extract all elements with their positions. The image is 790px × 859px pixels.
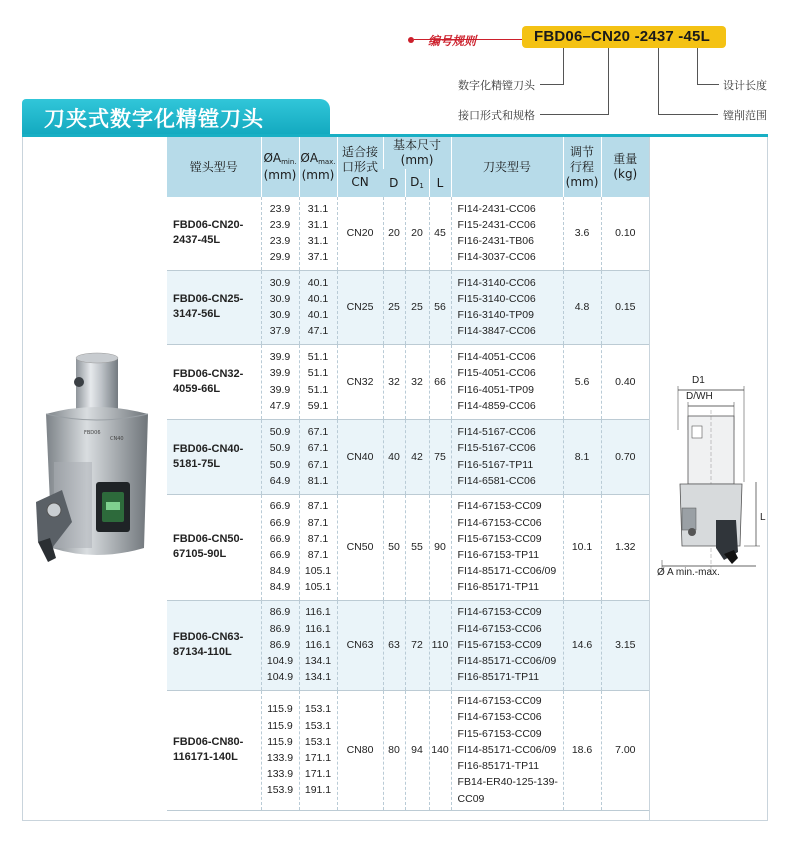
- header-adjust-l2: 行程: [570, 159, 595, 174]
- cell-d1: 94: [405, 690, 429, 810]
- cell-weight: 0.70: [601, 419, 649, 494]
- table-row: [167, 494, 649, 600]
- table-row: [167, 600, 649, 690]
- cell-stroke: 8.1: [563, 419, 601, 494]
- header-weight-l2: (kg): [613, 167, 638, 181]
- header-amax-a: ØA: [300, 151, 319, 165]
- cell-model: FBD06-CN25- 3147-56L: [167, 270, 261, 344]
- header-amax: [299, 137, 337, 197]
- header-adjust: [563, 137, 601, 197]
- cell-l: 110: [429, 600, 451, 690]
- rule-dot: [408, 37, 414, 43]
- header-interface: [337, 137, 383, 197]
- table-row: [167, 270, 649, 344]
- cell-amin: 66.9 66.9 66.9 66.9 84.9 84.9: [261, 494, 299, 600]
- leader-interface-h: [540, 114, 609, 115]
- header-interface-l1: 适合接: [341, 144, 378, 159]
- cell-weight: 0.40: [601, 344, 649, 419]
- cell-d1: 32: [405, 344, 429, 419]
- header-basic-l2: (mm): [400, 153, 434, 167]
- cell-amax: 31.1 31.1 31.1 37.1: [299, 197, 337, 270]
- cell-weight: 3.15: [601, 600, 649, 690]
- cell-d1: 25: [405, 270, 429, 344]
- header-weight-l1: 重量: [613, 152, 638, 166]
- cell-stroke: 18.6: [563, 690, 601, 810]
- cell-amin: 86.9 86.9 86.9 104.9 104.9: [261, 600, 299, 690]
- label-digital-head: 数字化精镗刀头: [458, 79, 535, 92]
- cell-weight: 7.00: [601, 690, 649, 810]
- cell-d: 63: [383, 600, 405, 690]
- leader-boring-range-h: [658, 114, 718, 115]
- cell-weight: 0.10: [601, 197, 649, 270]
- svg-text:CN40: CN40: [110, 436, 124, 442]
- code-example: FBD06–CN20 -2437 -45L: [522, 26, 726, 48]
- code-rule-label: 编号规则: [428, 34, 477, 48]
- cell-d1: 20: [405, 197, 429, 270]
- boring-head-photo: [32, 352, 160, 568]
- cell-d1: 55: [405, 494, 429, 600]
- page-title: 刀夹式数字化精镗刀头: [44, 107, 264, 131]
- header-basic-dims: [383, 137, 451, 169]
- cell-holders: FI14-5167-CC06 FI15-5167-CC06 FI16-5167-TP11 FI14-6581-CC06: [451, 419, 563, 494]
- header-interface-l2: 口形式: [341, 159, 378, 174]
- cell-amax: 116.1 116.1 116.1 134.1 134.1: [299, 600, 337, 690]
- cell-amin: 39.9 39.9 39.9 47.9: [261, 344, 299, 419]
- header-d: D: [383, 169, 405, 197]
- header-adjust-l1: 调节: [570, 144, 595, 159]
- cell-model: FBD06-CN80- 116171-140L: [167, 690, 261, 810]
- cell-amax: 153.1 153.1 153.1 171.1 171.1 191.1: [299, 690, 337, 810]
- cell-d: 40: [383, 419, 405, 494]
- cell-model: FBD06-CN32- 4059-66L: [167, 344, 261, 419]
- cell-model: FBD06-CN63- 87134-110L: [167, 600, 261, 690]
- leader-boring-range: [658, 48, 659, 114]
- label-design-length: 设计长度: [723, 79, 767, 92]
- diagram-label-amin-max: Ø A min.-max.: [657, 567, 720, 578]
- cell-stroke: 10.1: [563, 494, 601, 600]
- leader-digital-head: [563, 48, 564, 84]
- cell-amax: 87.1 87.1 87.1 87.1 105.1 105.1: [299, 494, 337, 600]
- spec-table: [167, 137, 649, 811]
- header-amin: [261, 137, 299, 197]
- svg-text:FBD06: FBD06: [84, 430, 101, 436]
- cell-cn: CN25: [337, 270, 383, 344]
- cell-d: 50: [383, 494, 405, 600]
- cell-l: 45: [429, 197, 451, 270]
- cell-stroke: 3.6: [563, 197, 601, 270]
- leader-design-length-h: [697, 84, 719, 85]
- cell-weight: 1.32: [601, 494, 649, 600]
- cell-holders: FI14-4051-CC06 FI15-4051-CC06 FI16-4051-TP09 FI14-4859-CC06: [451, 344, 563, 419]
- cell-d: 20: [383, 197, 405, 270]
- header-amin-a: ØA: [263, 151, 282, 165]
- label-interface: 接口形式和规格: [458, 109, 535, 122]
- cell-stroke: 4.8: [563, 270, 601, 344]
- header-amin-unit: (mm): [263, 168, 297, 182]
- cell-d1: 72: [405, 600, 429, 690]
- cell-cn: CN50: [337, 494, 383, 600]
- cell-d: 25: [383, 270, 405, 344]
- cell-d1: 42: [405, 419, 429, 494]
- cell-cn: CN80: [337, 690, 383, 810]
- cell-weight: 0.15: [601, 270, 649, 344]
- leader-digital-head-h: [540, 84, 564, 85]
- cell-l: 75: [429, 419, 451, 494]
- header-basic-l1: 基本尺寸: [393, 138, 442, 152]
- cell-amin: 115.9 115.9 115.9 133.9 133.9 153.9: [261, 690, 299, 810]
- cell-model: FBD06-CN50- 67105-90L: [167, 494, 261, 600]
- cell-amax: 51.1 51.1 51.1 59.1: [299, 344, 337, 419]
- table-row: [167, 197, 649, 270]
- diagram-label-dwh: D/WH: [686, 391, 713, 402]
- cell-stroke: 5.6: [563, 344, 601, 419]
- header-weight: [601, 137, 649, 197]
- cell-holders: FI14-2431-CC06 FI15-2431-CC06 FI16-2431-TB06 FI14-3037-CC06: [451, 197, 563, 270]
- header-amin-sub: min.: [281, 158, 297, 166]
- leader-design-length: [697, 48, 698, 84]
- header-d1-sub: 1: [419, 181, 424, 190]
- cell-cn: CN63: [337, 600, 383, 690]
- header-amax-unit: (mm): [301, 168, 335, 182]
- cell-amin: 50.9 50.9 50.9 64.9: [261, 419, 299, 494]
- table-row: [167, 690, 649, 810]
- header-d1: [405, 169, 429, 197]
- cell-l: 56: [429, 270, 451, 344]
- label-boring-range: 镗削范围: [723, 109, 767, 122]
- leader-interface: [608, 48, 609, 114]
- cell-cn: CN20: [337, 197, 383, 270]
- cell-d: 32: [383, 344, 405, 419]
- cell-stroke: 14.6: [563, 600, 601, 690]
- cell-l: 66: [429, 344, 451, 419]
- cell-holders: FI14-67153-CC09 FI14-67153-CC06 FI15-67153-CC09 FI16-67153-TP11 FI14-85171-CC06/09 FI16-85171-TP11: [451, 494, 563, 600]
- cell-amin: 23.9 23.9 23.9 29.9: [261, 197, 299, 270]
- cell-amin: 30.9 30.9 30.9 37.9: [261, 270, 299, 344]
- cell-cn: CN32: [337, 344, 383, 419]
- cell-holders: FI14-3140-CC06 FI15-3140-CC06 FI16-3140-TP09 FI14-3847-CC06: [451, 270, 563, 344]
- cell-holders: FI14-67153-CC09 FI14-67153-CC06 FI15-67153-CC09 FI14-85171-CC06/09 FI16-85171-TP11 FB14-ER40-125-139- CC09: [451, 690, 563, 810]
- cell-d: 80: [383, 690, 405, 810]
- header-adjust-l3: (mm): [565, 174, 599, 189]
- header-interface-l3: CN: [351, 174, 369, 189]
- cell-amax: 67.1 67.1 67.1 81.1: [299, 419, 337, 494]
- header-l: L: [429, 169, 451, 197]
- cell-model: FBD06-CN40- 5181-75L: [167, 419, 261, 494]
- table-body: [167, 197, 649, 810]
- cell-amax: 40.1 40.1 40.1 47.1: [299, 270, 337, 344]
- cell-cn: CN40: [337, 419, 383, 494]
- cell-holders: FI14-67153-CC09 FI14-67153-CC06 FI15-67153-CC09 FI14-85171-CC06/09 FI16-85171-TP11: [451, 600, 563, 690]
- header-amax-sub: max.: [318, 158, 336, 166]
- cell-model: FBD06-CN20- 2437-45L: [167, 197, 261, 270]
- header-holder: 刀夹型号: [451, 137, 563, 197]
- cell-l: 90: [429, 494, 451, 600]
- table-row: [167, 419, 649, 494]
- diagram-label-l: L: [760, 512, 766, 523]
- table-header-row-1: [167, 137, 649, 169]
- header-d1-main: D: [410, 174, 420, 189]
- header-model: 镗头型号: [167, 137, 261, 197]
- diagram-label-d1: D1: [692, 375, 705, 386]
- cell-l: 140: [429, 690, 451, 810]
- table-row: [167, 344, 649, 419]
